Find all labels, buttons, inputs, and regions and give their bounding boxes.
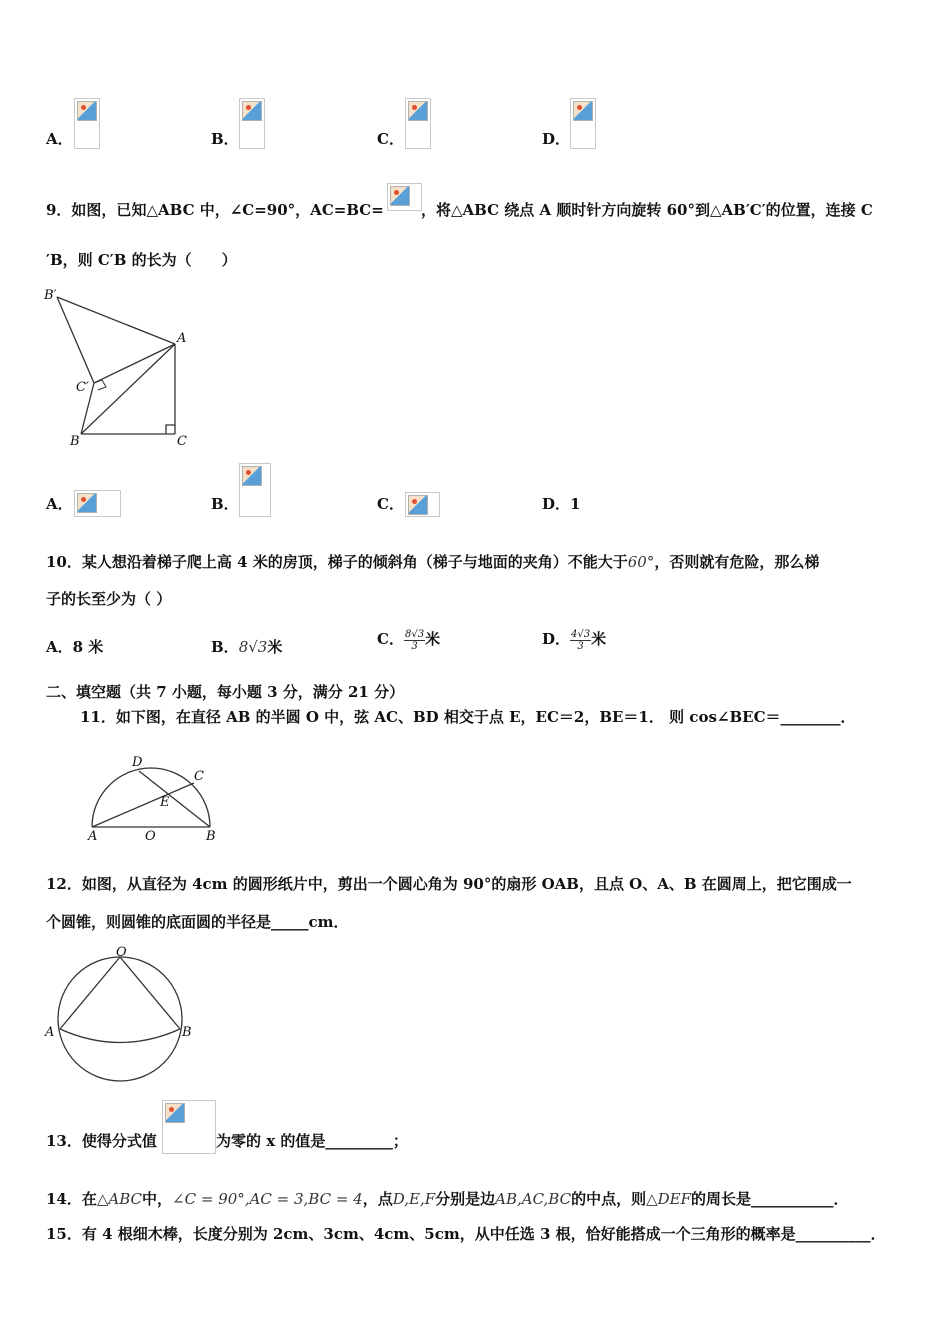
right-angle-c [166,425,175,434]
label-o: O [145,829,156,844]
radius-ob [120,957,180,1029]
label-c: C [194,769,204,784]
chord-ac [92,783,194,827]
q8-option-a-image [74,98,100,149]
image-placeholder-icon [408,101,428,121]
q12-text-2: 个圆锥，则圆锥的底面圆的半径是_____cm． [46,913,349,931]
q14-text-5: 的中点，则 [571,1190,647,1208]
radius-oa [60,957,120,1029]
q11-text: 11．如下图，在直径 AB 的半圆 O 中，弦 AC、BD 相交于点 E，EC＝2，BE＝1． 则 cos∠BEC＝________． [80,708,856,726]
label-b-prime: B′ [44,288,57,303]
q8-option-c: C． [377,130,404,148]
q14-conditions: ∠C = 90°,AC = 3,BC = 4 [172,1190,363,1208]
q10-text-1b: ，否则就有危险，那么梯 [654,553,820,571]
label-b: B [206,829,216,844]
q9-text-3: ′B，则 C′B 的长为（ ） [46,251,237,269]
q8-option-d-image [570,98,596,149]
q14-triangle-abc: △ABC [96,1190,143,1208]
q12-text-1: 12．如图，从直径为 4cm 的圆形纸片中，剪出一个圆心角为 90°的扇形 OAB，且点 O、A、B 在圆周上，把它围成一 [46,875,852,893]
q10-text-1a: 10．某人想沿着梯子爬上高 4 米的房顶，梯子的倾斜角（梯子与地面的夹角）不能大于 [46,553,628,571]
q14-points: D,E,F [392,1190,436,1208]
q10-text-2: 子的长至少为（ ） [46,590,172,608]
q10-option-b-value: 8√3 [238,638,268,656]
q10-option-d [542,628,606,652]
q10-angle: 60° [627,553,655,571]
label-o: O [116,945,127,960]
q10-option-b-unit: 米 [267,638,283,656]
label-a: A [177,331,187,346]
label-c-prime: C′ [76,380,89,395]
q9-option-a: A． [46,495,73,513]
segment-b-a [81,344,175,434]
image-placeholder-icon [77,493,97,513]
q10-option-b [211,636,282,657]
q15-text: 15．有 4 根细木棒，长度分别为 2cm、3cm、4cm、5cm，从中任选 3 根，恰好能搭成一个三角形的概率是__________． [46,1225,886,1243]
label-b: B [182,1025,192,1040]
image-placeholder-icon [242,101,262,121]
image-placeholder-icon [165,1103,185,1123]
q14-text-6: 的周长是___________． [691,1190,849,1208]
q14-text-1: 14．在 [46,1190,97,1208]
q14-text-3: ，点 [362,1190,393,1208]
q13-text-1: 13．使得分式值 [46,1132,157,1150]
q9-text-2: ，将△ABC 绕点 A 顺时针方向旋转 60°到△AB′C′的位置，连接 C [421,201,873,219]
section-2-heading: 二、填空题（共 7 小题，每小题 3 分，满分 21 分） [46,683,405,701]
q9-option-d-value: 1 [570,495,581,513]
q10-option-c-label: C． [377,630,404,648]
q8-option-b-image [239,98,265,149]
q9-option-a-image [74,490,121,517]
label-c: C [177,434,187,449]
fraction-numerator: 8√3 [404,628,425,640]
image-placeholder-icon [408,495,428,515]
q9-option-b: B． [211,495,239,513]
q9-option-d [542,493,580,514]
q9-value-image [387,183,422,211]
q11-figure [82,750,222,845]
label-d: D [132,755,143,770]
fraction-denominator: 3 [411,640,418,652]
q12-figure [40,944,200,1089]
image-placeholder-icon [573,101,593,121]
circle [58,957,182,1081]
q10-option-c [377,628,440,652]
q14-text [46,1188,849,1209]
segment-c-prime-a [94,344,175,383]
label-e: E [160,795,170,810]
image-placeholder-icon [77,101,97,121]
q10-text-1 [46,551,819,572]
label-a: A [88,829,98,844]
label-a: A [45,1025,55,1040]
q8-option-b: B． [211,130,239,148]
q9-option-c: C． [377,495,404,513]
q10-option-c-unit: 米 [425,630,441,648]
image-placeholder-icon [390,186,410,206]
semicircle-arc [92,768,210,827]
q9-figure [40,282,200,452]
q14-text-2: 中， [142,1190,173,1208]
q9-option-c-image [405,492,440,517]
q9-text-1: 9．如图，已知△ABC 中，∠C=90°，AC=BC= [46,201,384,219]
q13-fraction-image [162,1100,216,1154]
q8-option-a: A． [46,130,73,148]
q8-option-d: D． [542,130,571,148]
q10-option-c-fraction [404,629,425,652]
fraction-numerator: 4√3 [571,628,591,640]
sector-arc [60,1029,180,1043]
q10-option-d-fraction [570,629,591,652]
q8-option-c-image [405,98,431,149]
q13-text-2: 为零的 x 的值是_________； [216,1132,408,1150]
q10-option-d-label: D． [542,630,571,648]
q10-option-b-label: B． [211,638,239,656]
q9-option-d-label: D． [542,495,571,513]
q10-option-a: A．8 米 [46,638,104,656]
q10-option-d-unit: 米 [591,630,607,648]
q9-option-b-image [239,463,271,517]
q14-sides: AB,AC,BC [495,1190,572,1208]
image-placeholder-icon [242,466,262,486]
q14-text-4: 分别是边 [435,1190,496,1208]
q14-triangle-def: △DEF [646,1190,692,1208]
label-b: B [70,434,80,449]
fraction-denominator: 3 [577,640,584,652]
